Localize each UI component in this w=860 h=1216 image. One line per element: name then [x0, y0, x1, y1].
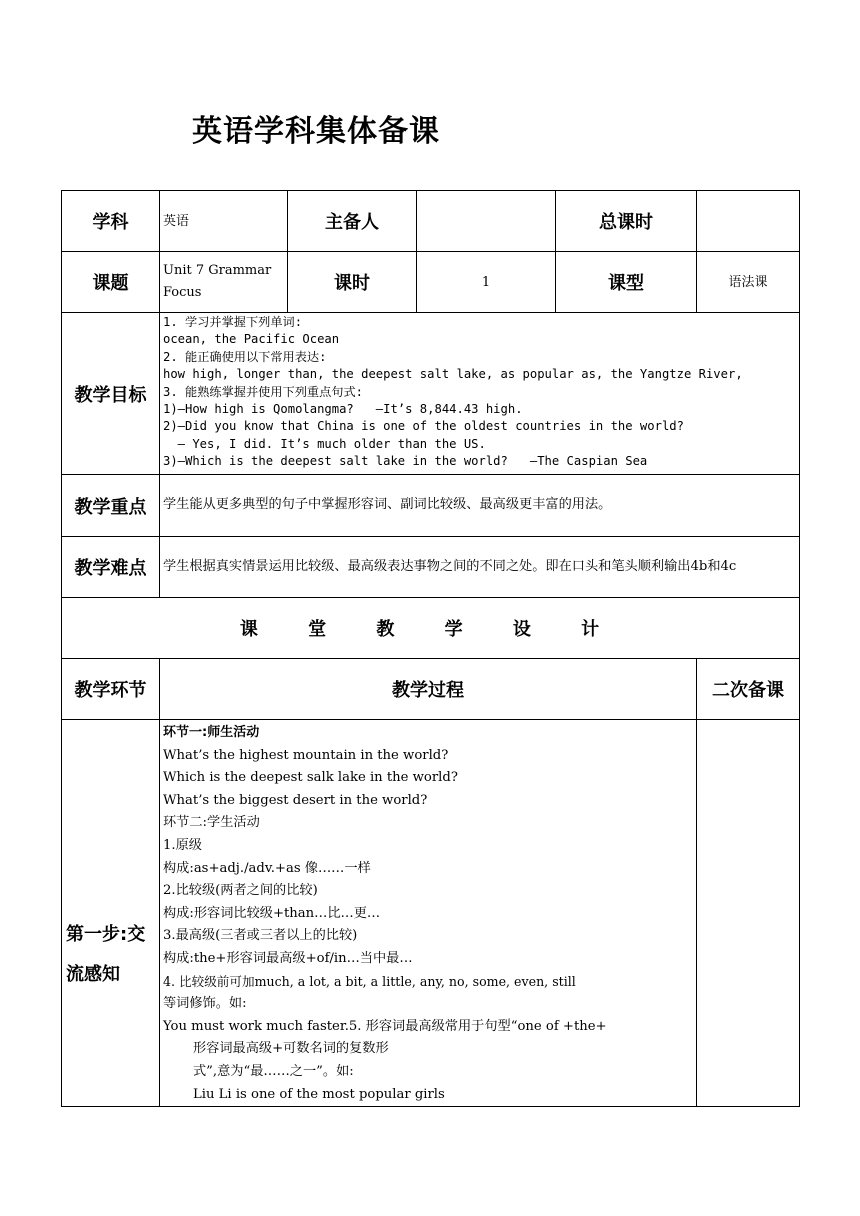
- second-prep-column-header: 二次备课: [697, 659, 800, 720]
- objective-line: — Yes, I did. It’s much older than the US.: [163, 436, 486, 451]
- process-line: What’s the highest mountain in the world?: [163, 747, 449, 763]
- objective-line: 2)—Did you know that China is one of the oldest countries in the world?: [163, 419, 684, 434]
- objective-line: 1)—How high is Qomolangma? —It’s 8,844.43 high.: [163, 402, 523, 417]
- key-points-label: 教学重点: [62, 475, 160, 537]
- process-line: 1.原级: [163, 837, 202, 853]
- subject-value: 英语: [160, 191, 288, 252]
- objectives-label: 教学目标: [62, 313, 160, 475]
- header-row-1: [62, 191, 800, 252]
- total-hours-label: 总课时: [556, 191, 697, 252]
- total-hours-value: [697, 191, 800, 252]
- process-line: 构成:形容词比较级+than…比…更…: [163, 905, 381, 921]
- process-line: 形容词最高级+可数名词的复数形: [193, 1041, 389, 1057]
- design-title: 课 堂 教 学 设 计: [62, 598, 800, 659]
- process-line: 构成:as+adj./adv.+as 像……一样: [163, 860, 371, 876]
- period-value: 1: [417, 252, 556, 313]
- step1-second-prep: [697, 720, 800, 1107]
- period-label: 课时: [288, 252, 417, 313]
- process-line: 等词修饰。如:: [163, 996, 247, 1012]
- step1-label: 第一步:交流感知: [62, 720, 160, 1107]
- type-label: 课型: [556, 252, 697, 313]
- subject-label: 学科: [62, 191, 160, 252]
- topic-label: 课题: [62, 252, 160, 313]
- process-line: 环节二:学生活动: [163, 815, 260, 831]
- process-line: 构成:the+形容词最高级+of/in…当中最…: [163, 950, 413, 966]
- objectives-row: [62, 313, 800, 475]
- process-line: Which is the deepest salk lake in the world?: [163, 770, 458, 786]
- difficulties-text: 学生根据真实情景运用比较级、最高级表达事物之间的不同之处。即在口头和笔头顺利输出4b和4c: [160, 537, 800, 598]
- key-points-text: 学生能从更多典型的句子中掌握形容词、副词比较级、最高级更丰富的用法。: [160, 475, 800, 537]
- objectives-content: [160, 313, 800, 475]
- objective-line: how high, longer than, the deepest salt lake, as popular as, the Yangtze River,: [163, 367, 743, 382]
- process-line: You must work much faster.5. 形容词最高级常用于句型“one of +the+: [163, 1018, 607, 1034]
- process-line: 4. 比较级前可加much, a lot, a bit, a little, any, no, some, even, still: [163, 973, 576, 989]
- topic-value: Unit 7 Grammar Focus: [160, 252, 288, 313]
- lesson-plan-table: [61, 190, 800, 1107]
- preparer-value: [417, 191, 556, 252]
- process-line: 环节一:师生活动: [163, 725, 260, 740]
- header-row-2: [62, 252, 800, 313]
- preparer-label: 主备人: [288, 191, 417, 252]
- step1-process: [160, 720, 697, 1107]
- column-header-row: [62, 659, 800, 720]
- process-column-header: 教学过程: [160, 659, 697, 720]
- key-points-row: [62, 475, 800, 537]
- page-title: 英语学科集体备课: [192, 114, 440, 149]
- difficulties-label: 教学难点: [62, 537, 160, 598]
- objective-line: ocean, the Pacific Ocean: [163, 332, 340, 347]
- type-value: 语法课: [697, 252, 800, 313]
- process-line: 式”,意为“最……之一”。如:: [193, 1063, 354, 1079]
- objective-line: 3)—Which is the deepest salt lake in the world? —The Caspian Sea: [163, 454, 648, 469]
- process-line: Liu Li is one of the most popular girls: [193, 1086, 445, 1102]
- objective-line: 1. 学习并掌握下列单词:: [163, 315, 303, 329]
- objective-line: 3. 能熟练掌握并使用下列重点句式:: [163, 384, 363, 399]
- stage-column-header: 教学环节: [62, 659, 160, 720]
- difficulties-row: [62, 537, 800, 598]
- objective-line: 2. 能正确使用以下常用表达:: [163, 349, 327, 364]
- design-title-row: [62, 598, 800, 659]
- process-line: What’s the biggest desert in the world?: [163, 792, 428, 808]
- process-line: 2.比较级(两者之间的比较): [163, 883, 318, 899]
- process-line: 3.最高级(三者或三者以上的比较): [163, 928, 358, 944]
- step1-row: [62, 720, 800, 1107]
